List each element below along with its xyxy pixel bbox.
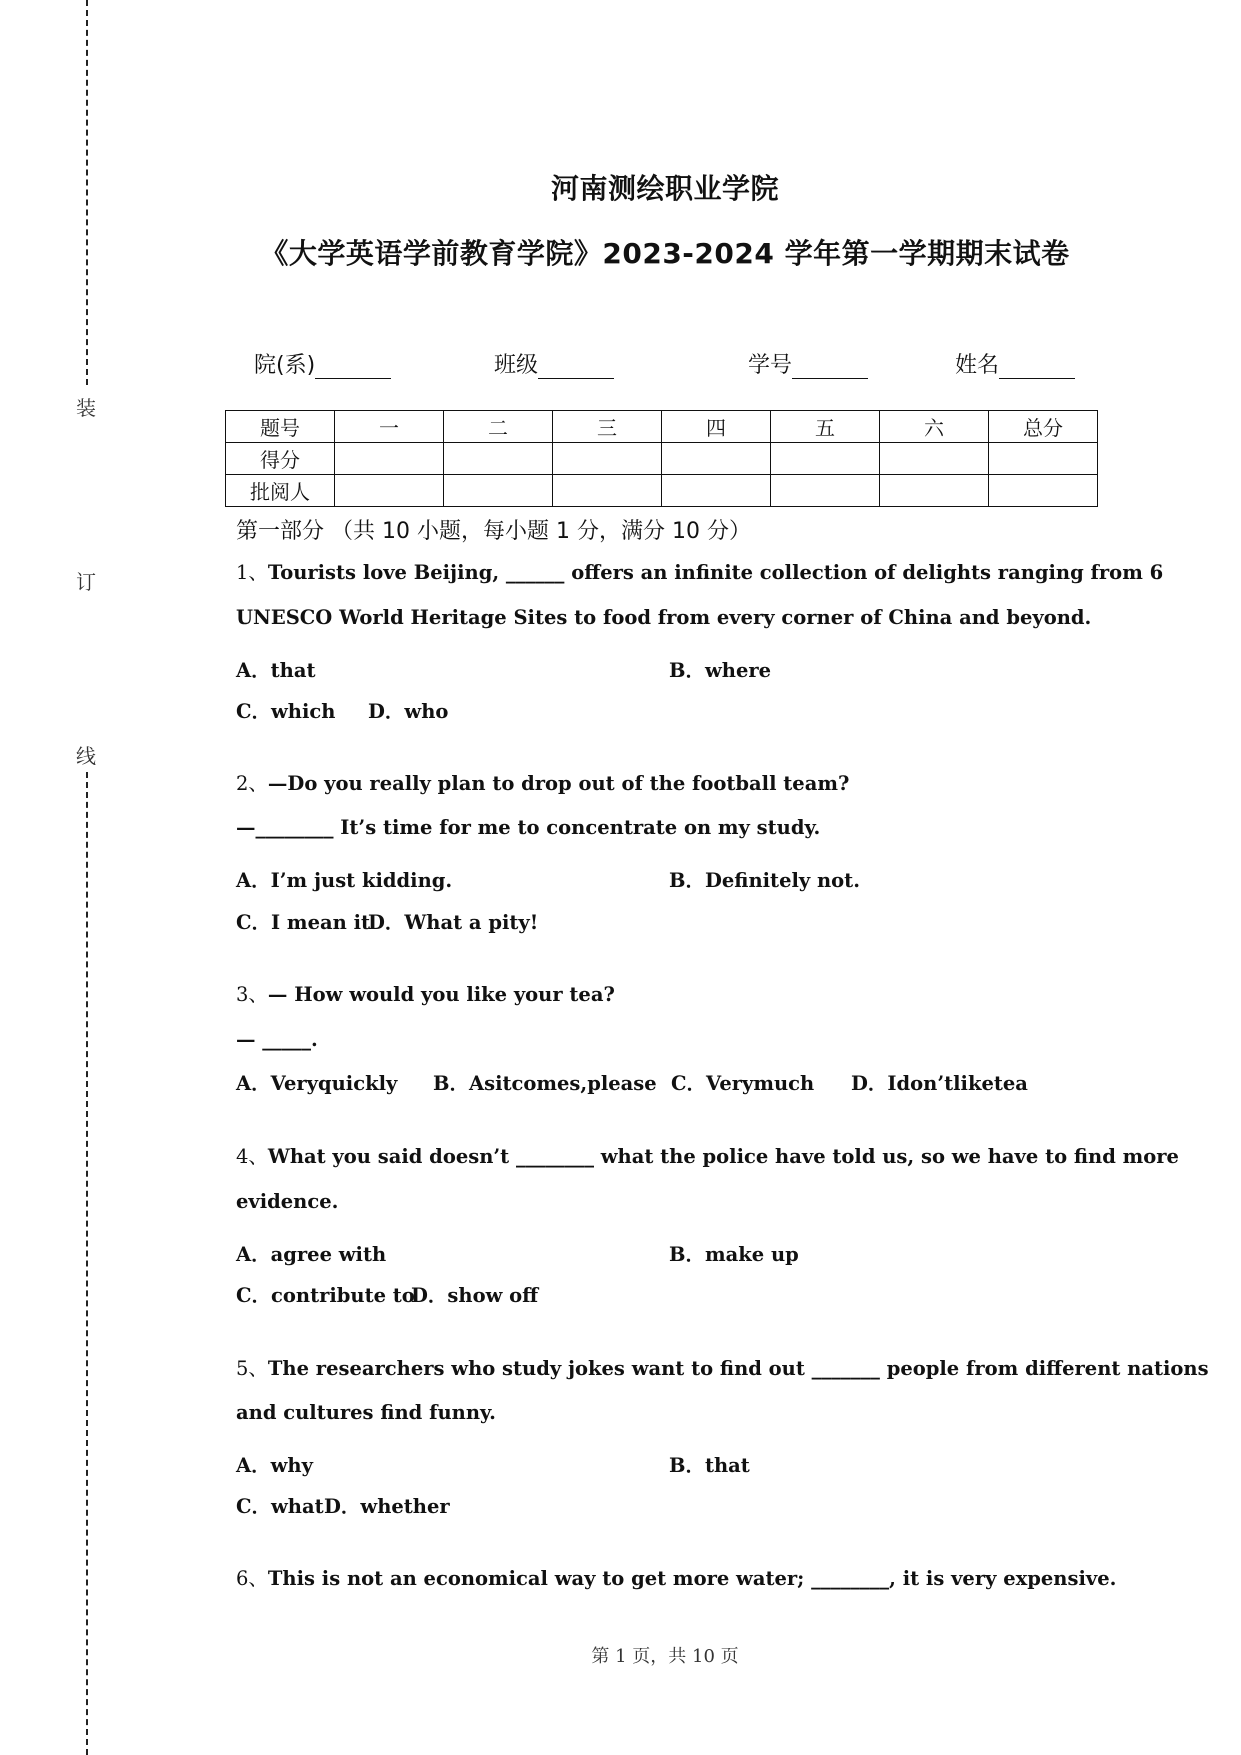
q4-option-a[interactable]: A．agree with [236, 1243, 387, 1266]
section-title: 第一部分 （共 10 小题，每小题 1 分，满分 10 分） [236, 519, 751, 544]
question-5-line2: and cultures find funny. [236, 1401, 496, 1424]
q4-option-b[interactable]: B．make up [669, 1243, 799, 1266]
grader-cell[interactable] [553, 475, 662, 507]
q1-option-a[interactable]: A．that [236, 659, 316, 682]
table-header-cell: 总分 [989, 411, 1098, 443]
binding-char-zhuang: 装 [76, 396, 96, 420]
q5-option-d[interactable]: D．whether [324, 1495, 450, 1518]
grader-cell[interactable] [771, 475, 880, 507]
q1-option-d[interactable]: D．who [368, 700, 449, 723]
table-header-cell: 二 [444, 411, 553, 443]
dept-blank[interactable] [315, 356, 391, 379]
question-4-line2: evidence. [236, 1190, 339, 1213]
q5-option-b[interactable]: B．that [669, 1454, 750, 1477]
q3-option-c[interactable]: C．Verymuch [671, 1072, 815, 1095]
score-table-grader-row [226, 475, 1098, 507]
dept-field[interactable] [254, 348, 391, 379]
question-number: 1、 [236, 561, 268, 584]
question-number: 2、 [236, 772, 268, 795]
table-header-cell: 一 [335, 411, 444, 443]
q2-option-b[interactable]: B．Definitely not. [669, 869, 860, 892]
question-number: 5、 [236, 1357, 268, 1380]
table-header-cell: 四 [662, 411, 771, 443]
score-cell[interactable] [880, 443, 989, 475]
grader-cell[interactable] [444, 475, 553, 507]
score-table [225, 410, 1098, 507]
question-text: — How would you like your tea? [267, 983, 615, 1006]
grader-cell[interactable] [880, 475, 989, 507]
grader-cell[interactable] [989, 475, 1098, 507]
table-header-cell: 三 [553, 411, 662, 443]
name-field[interactable] [955, 348, 1075, 379]
question-3-line1 [236, 979, 615, 1007]
question-5-line1 [236, 1353, 1209, 1381]
table-header-cell: 五 [771, 411, 880, 443]
class-blank[interactable] [538, 356, 614, 379]
binding-dashed-line-bottom [86, 772, 88, 1755]
name-label: 姓名 [955, 353, 1000, 378]
question-text: What you said doesn’t ________ what the police have told us, so we have to find more [267, 1145, 1179, 1168]
question-3-line2: — _____. [236, 1028, 318, 1051]
grader-cell[interactable] [662, 475, 771, 507]
name-blank[interactable] [999, 356, 1075, 379]
q5-option-c[interactable]: C．what [236, 1495, 324, 1518]
binding-char-xian: 线 [76, 744, 96, 768]
question-number: 6、 [236, 1567, 268, 1590]
question-6-line1 [236, 1563, 1116, 1591]
score-cell[interactable] [771, 443, 880, 475]
question-4-line1 [236, 1141, 1179, 1169]
page-footer: 第 1 页，共 10 页 [591, 1646, 739, 1667]
q4-option-d[interactable]: D．show off [411, 1284, 539, 1307]
student-id-field[interactable] [748, 348, 868, 379]
question-1-line2: UNESCO World Heritage Sites to food from every corner of China and beyond. [236, 606, 1092, 629]
score-cell[interactable] [335, 443, 444, 475]
score-cell[interactable] [553, 443, 662, 475]
score-cell[interactable] [989, 443, 1098, 475]
class-field[interactable] [494, 348, 614, 379]
question-number: 4、 [236, 1145, 268, 1168]
question-text: —Do you really plan to drop out of the football team? [267, 772, 850, 795]
grader-cell[interactable] [335, 475, 444, 507]
question-text: The researchers who study jokes want to find out _______ people from different nations [267, 1357, 1209, 1380]
q2-option-a[interactable]: A．I’m just kidding. [236, 869, 453, 892]
score-table-header-row [226, 411, 1098, 443]
q1-option-b[interactable]: B．where [669, 659, 772, 682]
q3-option-a[interactable]: A．Veryquickly [236, 1072, 398, 1095]
q2-option-d[interactable]: D．What a pity! [368, 911, 539, 934]
grader-row-label: 批阅人 [226, 475, 335, 507]
q4-option-c[interactable]: C．contribute to [236, 1284, 415, 1307]
question-2-line2: —________ It’s time for me to concentrate on my study. [236, 816, 821, 839]
question-text: This is not an economical way to get more water; ________, it is very expensive. [267, 1567, 1117, 1590]
q2-option-c[interactable]: C．I mean it [236, 911, 370, 934]
question-text: Tourists love Beijing, ______ offers an infinite collection of delights ranging from 6 [267, 561, 1164, 584]
school-title: 河南测绘职业学院 [550, 172, 779, 205]
q1-option-c[interactable]: C．which [236, 700, 336, 723]
dept-label: 院(系) [254, 353, 316, 378]
student-id-blank[interactable] [792, 356, 868, 379]
score-table-score-row [226, 443, 1098, 475]
score-cell[interactable] [662, 443, 771, 475]
question-number: 3、 [236, 983, 268, 1006]
student-id-label: 学号 [748, 353, 793, 378]
q3-option-d[interactable]: D．Idon’tliketea [851, 1072, 1028, 1095]
q5-option-a[interactable]: A．why [236, 1454, 313, 1477]
q3-option-b[interactable]: B．Asitcomes,please [433, 1072, 657, 1095]
score-cell[interactable] [444, 443, 553, 475]
score-row-label: 得分 [226, 443, 335, 475]
class-label: 班级 [494, 353, 539, 378]
question-2-line1 [236, 768, 849, 796]
question-1-line1 [236, 557, 1163, 585]
binding-char-ding: 订 [76, 570, 96, 594]
table-header-cell: 题号 [226, 411, 335, 443]
exam-title: 《大学英语学前教育学院》2023-2024 学年第一学期期末试卷 [260, 237, 1070, 270]
table-header-cell: 六 [880, 411, 989, 443]
